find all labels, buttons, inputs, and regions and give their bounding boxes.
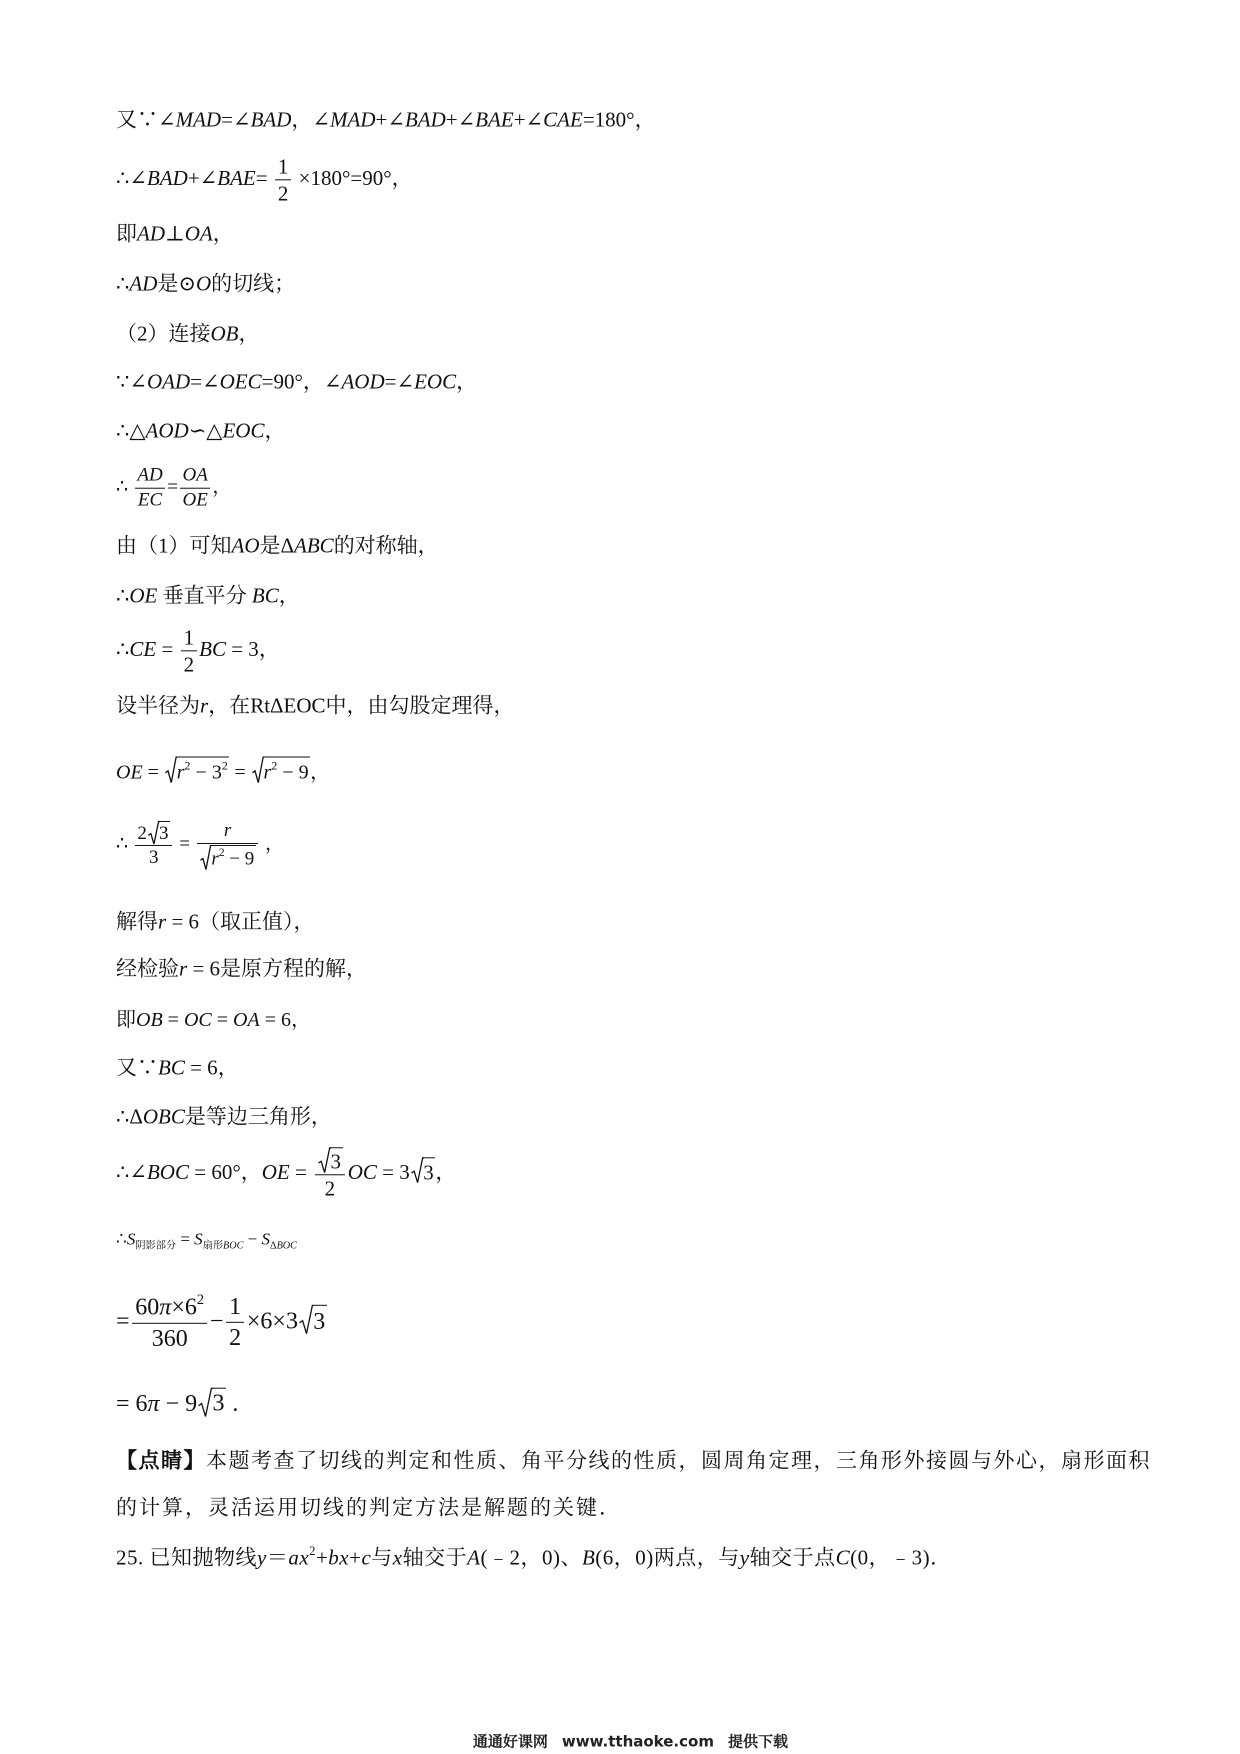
math-symbol: (6，0) xyxy=(595,1545,654,1570)
text-segment: ∴ xyxy=(116,271,130,296)
superscript: 2 xyxy=(271,758,278,773)
math-symbol: ×180°=90° xyxy=(293,165,392,190)
text-segment: （2）连接 xyxy=(116,321,211,346)
text-segment: ， xyxy=(238,321,260,346)
text-segment: ∴ xyxy=(116,1104,130,1129)
solution-line-14 xyxy=(116,820,284,870)
math-symbol: − 3 xyxy=(190,761,222,784)
math-symbol: 1 xyxy=(183,625,195,650)
math-variable: BAE xyxy=(217,165,256,190)
math-symbol: = xyxy=(167,476,178,498)
solution-line-22 xyxy=(116,1293,327,1353)
radical-sign-icon xyxy=(318,1147,330,1173)
solution-line-18 xyxy=(116,1054,239,1081)
math-symbol: 2 xyxy=(229,1324,242,1351)
fraction xyxy=(132,1293,207,1353)
math-variable: MAD xyxy=(175,107,222,132)
fraction-numerator xyxy=(197,820,258,844)
solution-line-23 xyxy=(116,1388,238,1421)
text-segment: 扇形 xyxy=(202,1240,224,1252)
radical-sign-icon xyxy=(165,757,177,784)
text-segment: 垂直平分 xyxy=(157,583,252,608)
math-symbol: 25. xyxy=(116,1545,150,1570)
math-variable: S xyxy=(126,1229,136,1249)
text-segment: 又∵ xyxy=(116,107,158,132)
solution-line-7 xyxy=(116,417,285,444)
text-segment: 是 xyxy=(157,271,179,296)
math-symbol: +∠ xyxy=(375,107,405,132)
text-segment: 即 xyxy=(116,221,137,246)
solution-line-3 xyxy=(116,220,234,247)
text-segment: 阴影部分 xyxy=(135,1240,177,1252)
math-variable: S xyxy=(261,1229,271,1249)
text-segment: 是 xyxy=(259,533,281,558)
math-symbol: . xyxy=(226,1391,239,1418)
math-symbol: 2 xyxy=(277,181,289,206)
math-variable: BAD xyxy=(146,165,188,190)
math-variable: AD xyxy=(137,221,165,246)
square-root xyxy=(318,1147,343,1173)
text-segment: ， xyxy=(310,761,331,784)
text-segment: ∴ xyxy=(116,583,130,608)
text-segment: ， xyxy=(212,221,234,246)
math-variable: EOC xyxy=(222,418,265,443)
math-symbol: = xyxy=(156,636,179,661)
math-variable: BOC xyxy=(146,1159,189,1184)
fraction-denominator xyxy=(180,488,210,511)
question-25-statement xyxy=(116,1544,952,1571)
text-segment: ， xyxy=(634,107,656,132)
math-variable: OC xyxy=(183,1009,212,1031)
math-variable: r xyxy=(200,693,209,718)
math-symbol: = xyxy=(211,1009,234,1031)
math-variable: OBC xyxy=(142,1104,185,1129)
math-symbol: − xyxy=(243,1229,262,1249)
math-variable: B xyxy=(581,1545,596,1570)
math-symbol: △ xyxy=(129,418,146,443)
math-symbol: = xyxy=(229,761,251,784)
math-variable: OE xyxy=(129,583,158,608)
math-variable: BAD xyxy=(250,107,292,132)
math-variable: O xyxy=(195,271,212,296)
text-segment: 经检验 xyxy=(116,956,179,981)
solution-line-21 xyxy=(116,1228,297,1251)
fraction xyxy=(315,1147,346,1200)
math-symbol: 1 xyxy=(229,1293,242,1320)
superscript: 2 xyxy=(196,1291,205,1308)
fraction xyxy=(135,465,165,512)
math-variable: OEC xyxy=(219,369,262,394)
math-symbol: ∠ xyxy=(323,369,342,394)
math-symbol: ×6×3 xyxy=(246,1308,298,1335)
key-point-note-line-2 xyxy=(116,1494,622,1521)
square-root xyxy=(411,1158,436,1184)
fraction-numerator xyxy=(135,465,165,489)
text-segment: ， xyxy=(290,1009,311,1031)
math-variable: OC xyxy=(347,1159,377,1184)
superscript: 2 xyxy=(184,758,191,773)
footer-url: www.tthaoke.com xyxy=(561,1732,714,1751)
math-variable: OA xyxy=(182,464,208,486)
square-root xyxy=(252,757,310,784)
square-root xyxy=(299,1305,327,1335)
solution-line-4 xyxy=(116,270,295,297)
math-symbol: 3 xyxy=(159,822,169,844)
key-point-note-line-1 xyxy=(116,1447,1151,1474)
math-variable: BC xyxy=(251,583,279,608)
math-symbol: = 6 xyxy=(166,909,200,934)
math-symbol: 1 xyxy=(277,154,289,179)
text-segment: 的对称轴， xyxy=(333,533,439,558)
radicand xyxy=(263,757,310,784)
text-segment: ， xyxy=(278,583,300,608)
radical-sign-icon xyxy=(200,845,211,870)
math-symbol: ＝ xyxy=(266,1545,289,1570)
math-symbol: − 9 xyxy=(159,1391,198,1418)
math-variable: r xyxy=(263,761,272,784)
text-segment: 两点，与 xyxy=(653,1545,740,1570)
math-symbol: 3 xyxy=(148,847,159,869)
math-variable: CAE xyxy=(543,107,583,132)
math-symbol: ∽△ xyxy=(188,418,223,443)
text-segment: 中，由勾股定理得， xyxy=(325,693,515,718)
math-variable: AD xyxy=(129,271,158,296)
text-segment: ， xyxy=(240,1159,262,1184)
math-symbol: = 60° xyxy=(188,1159,241,1184)
math-symbol: (0，﹣3) xyxy=(850,1545,931,1570)
radical-sign-icon xyxy=(299,1305,313,1335)
math-symbol: = 3 xyxy=(225,636,259,661)
math-variable: π xyxy=(159,1294,172,1321)
subscript xyxy=(135,1240,176,1251)
radicand xyxy=(422,1158,435,1184)
radical-sign-icon xyxy=(252,757,264,784)
math-symbol: ∠ xyxy=(129,165,147,190)
fraction-numerator xyxy=(315,1147,346,1175)
math-symbol: = 6 xyxy=(184,1055,218,1080)
text-segment: 轴交于点 xyxy=(749,1545,836,1570)
math-symbol: =∠ xyxy=(190,369,220,394)
math-symbol: = 6 xyxy=(187,956,221,981)
text-segment: 又∵ xyxy=(116,1055,158,1080)
superscript: 2 xyxy=(221,758,228,773)
math-variable: OE xyxy=(116,761,143,784)
fraction xyxy=(275,154,291,205)
text-segment: 已知抛物线 xyxy=(149,1545,257,1570)
math-variable: c xyxy=(361,1545,372,1570)
math-symbol: 2 xyxy=(324,1176,336,1201)
radical-sign-icon xyxy=(198,1388,212,1418)
math-symbol: − 9 xyxy=(277,761,309,784)
math-variable: OB xyxy=(136,1009,163,1031)
fraction-denominator xyxy=(135,488,165,511)
text-segment: 解得 xyxy=(116,909,158,934)
fraction xyxy=(180,465,210,512)
solution-line-6 xyxy=(116,368,477,395)
math-symbol: RtΔEOC xyxy=(250,693,326,718)
fraction-denominator xyxy=(135,846,172,869)
math-symbol: = xyxy=(176,1229,195,1249)
math-variable: CE xyxy=(129,636,157,661)
text-segment: ∴ xyxy=(116,1229,127,1249)
fraction xyxy=(197,820,258,870)
text-segment: ∴ xyxy=(116,833,133,855)
math-symbol: = xyxy=(142,761,164,784)
math-symbol: = 6 xyxy=(116,1391,148,1418)
footer-download-note: 提供下载 xyxy=(727,1732,788,1751)
text-segment: 与 xyxy=(371,1545,393,1570)
math-symbol: Δ xyxy=(129,1104,143,1129)
solution-line-11 xyxy=(116,625,280,676)
bold-label: 【点睛】 xyxy=(116,1448,206,1473)
subscript xyxy=(270,1240,297,1251)
math-variable: MAD xyxy=(330,107,376,132)
text-segment: ， xyxy=(391,165,413,190)
text-segment: ， xyxy=(456,369,478,394)
text-segment: 是等边三角形， xyxy=(184,1104,332,1129)
text-segment: 轴交于 xyxy=(402,1545,468,1570)
solution-line-13 xyxy=(116,757,330,786)
radicand xyxy=(330,1147,343,1173)
math-variable: ax xyxy=(288,1545,310,1570)
math-variable: AOD xyxy=(145,418,189,443)
math-symbol: 360 xyxy=(151,1325,188,1352)
math-symbol: 3 xyxy=(330,1149,342,1174)
fraction-denominator xyxy=(275,180,291,205)
radicand xyxy=(312,1305,327,1335)
math-variable: OB xyxy=(210,321,239,346)
solution-line-20 xyxy=(116,1147,456,1200)
math-symbol: ⊥ xyxy=(165,221,185,246)
math-symbol: +∠ xyxy=(445,107,476,132)
math-variable: π xyxy=(147,1391,160,1418)
fraction-numerator xyxy=(275,154,291,180)
text-segment: ， xyxy=(258,636,280,661)
math-symbol: 2 xyxy=(137,822,147,844)
math-variable: C xyxy=(835,1545,851,1570)
math-symbol: +∠ xyxy=(187,165,218,190)
solution-line-16 xyxy=(116,955,367,982)
square-root xyxy=(198,1388,226,1418)
math-variable: EC xyxy=(137,489,163,511)
math-symbol: +∠ xyxy=(513,107,544,132)
math-symbol: + xyxy=(315,1545,329,1570)
page-footer xyxy=(0,1713,1240,1754)
math-variable: y xyxy=(739,1545,750,1570)
math-symbol: + xyxy=(349,1545,362,1570)
math-variable: EOC xyxy=(414,369,457,394)
square-root xyxy=(165,757,229,784)
text-segment: 本题考查了切线的判定和性质、角平分线的性质，圆周角定理，三角形外接圆与外心，扇形面积 xyxy=(206,1448,1151,1473)
math-symbol: − xyxy=(209,1308,224,1335)
math-variable: BAE xyxy=(475,107,514,132)
math-symbol: =180° xyxy=(582,107,635,132)
fraction-denominator xyxy=(197,844,258,870)
fraction-numerator xyxy=(226,1294,244,1324)
math-variable: BC xyxy=(158,1055,185,1080)
math-symbol: 60 xyxy=(135,1294,160,1321)
math-symbol: 3 xyxy=(212,1391,225,1418)
math-variable: OE xyxy=(261,1159,290,1184)
math-symbol: ∠ xyxy=(312,107,330,132)
math-symbol: = 6 xyxy=(259,1009,291,1031)
text-segment: ． xyxy=(930,1545,952,1570)
math-symbol: =90° xyxy=(261,369,303,394)
math-variable: OA xyxy=(233,1009,260,1031)
text-segment: ∴ xyxy=(116,636,130,661)
math-symbol: ⊙ xyxy=(178,271,196,296)
text-segment: ∴ xyxy=(116,1159,130,1184)
math-symbol: 2 xyxy=(183,652,195,677)
math-variable: bx xyxy=(328,1545,350,1570)
math-variable: r xyxy=(223,819,232,841)
solution-line-10 xyxy=(116,582,300,609)
fraction-denominator xyxy=(132,1324,207,1353)
solution-line-5 xyxy=(116,320,260,347)
text-segment: 的计算，灵活运用切线的判定方法是解题的关键． xyxy=(116,1495,622,1520)
math-symbol: ∠ xyxy=(158,107,176,132)
math-variable: y xyxy=(257,1545,267,1570)
fraction-numerator xyxy=(181,625,197,651)
fraction xyxy=(181,625,197,676)
math-symbol: = xyxy=(255,165,273,190)
text-segment: ∴ xyxy=(116,418,130,443)
text-segment: ∵ xyxy=(116,369,130,394)
math-symbol: = xyxy=(162,1009,184,1031)
fraction-numerator xyxy=(135,821,172,847)
text-segment: 由（1）可知 xyxy=(116,533,232,558)
math-variable: OAD xyxy=(146,369,191,394)
math-variable: OE xyxy=(182,489,208,511)
math-symbol: = xyxy=(289,1159,313,1184)
math-variable: A xyxy=(467,1545,481,1570)
math-variable: BOC xyxy=(223,1240,244,1252)
text-segment: ， xyxy=(212,476,232,498)
solution-line-19 xyxy=(116,1103,332,1130)
text-segment: （取正值）， xyxy=(199,909,315,934)
radical-sign-icon xyxy=(411,1158,423,1184)
math-symbol: ∠ xyxy=(129,369,147,394)
math-symbol: (﹣2，0) xyxy=(480,1545,561,1570)
math-variable: AOD xyxy=(341,369,385,394)
solution-line-12 xyxy=(116,692,515,719)
solution-line-15 xyxy=(116,908,315,935)
radicand xyxy=(211,845,256,870)
math-symbol: ∠ xyxy=(129,1159,147,1184)
text-segment: ， xyxy=(264,418,286,443)
fraction-numerator xyxy=(180,465,210,489)
square-root xyxy=(148,821,170,845)
text-segment: ， xyxy=(217,1055,239,1080)
math-symbol: ×6 xyxy=(171,1294,197,1321)
superscript: 2 xyxy=(309,1543,316,1558)
radicand xyxy=(212,1388,227,1418)
math-symbol: = 3 xyxy=(376,1159,410,1184)
math-symbol: Δ xyxy=(270,1240,277,1252)
math-variable: AD xyxy=(137,464,163,486)
fraction-denominator xyxy=(315,1175,346,1200)
math-symbol: 3 xyxy=(423,1159,434,1184)
math-symbol: 3 xyxy=(313,1308,326,1335)
text-segment: ，在 xyxy=(208,693,251,718)
text-segment: ∴ xyxy=(116,476,133,498)
math-variable: BOC xyxy=(276,1240,297,1252)
text-segment: 是原方程的解， xyxy=(220,956,368,981)
text-segment: 的切线； xyxy=(211,271,296,296)
math-variable: r xyxy=(176,761,185,784)
superscript: 2 xyxy=(218,846,225,859)
radicand xyxy=(176,757,229,784)
math-variable: AO xyxy=(231,533,260,558)
fraction xyxy=(226,1294,244,1353)
math-symbol: − 9 xyxy=(224,848,255,870)
text-segment: ∴ xyxy=(116,165,130,190)
solution-line-2 xyxy=(116,154,413,205)
math-variable: ABC xyxy=(294,533,334,558)
radicand xyxy=(158,821,170,845)
fraction-denominator xyxy=(226,1323,244,1352)
square-root xyxy=(200,845,256,870)
math-symbol: Δ xyxy=(280,533,295,558)
math-symbol: = xyxy=(174,833,195,855)
fraction-denominator xyxy=(181,651,197,676)
subscript xyxy=(203,1240,244,1251)
text-segment: 设半径为 xyxy=(116,693,200,718)
fraction xyxy=(135,821,172,870)
math-symbol: =∠ xyxy=(384,369,415,394)
text-segment: ， xyxy=(435,1159,457,1184)
footer-site-name: 通通好课网 xyxy=(472,1732,548,1751)
solution-line-1 xyxy=(116,106,656,133)
math-variable: x xyxy=(392,1545,403,1570)
solution-line-8 xyxy=(116,465,231,512)
solution-line-17 xyxy=(116,1007,311,1033)
math-variable: r xyxy=(179,956,188,981)
text-segment: ， xyxy=(260,833,285,855)
math-variable: S xyxy=(194,1229,203,1249)
radical-sign-icon xyxy=(148,821,159,845)
math-symbol: =∠ xyxy=(221,107,251,132)
math-symbol: = xyxy=(116,1308,130,1335)
math-variable: BAD xyxy=(404,107,446,132)
solution-line-9 xyxy=(116,532,439,559)
text-segment: 、 xyxy=(560,1545,582,1570)
text-segment: ， xyxy=(291,107,313,132)
math-variable: OA xyxy=(184,221,213,246)
math-variable: r xyxy=(211,848,219,870)
fraction-numerator xyxy=(132,1293,207,1324)
math-variable: BC xyxy=(199,636,226,661)
math-variable: r xyxy=(158,909,167,934)
text-segment: ， xyxy=(302,369,324,394)
text-segment: 即 xyxy=(116,1009,136,1031)
